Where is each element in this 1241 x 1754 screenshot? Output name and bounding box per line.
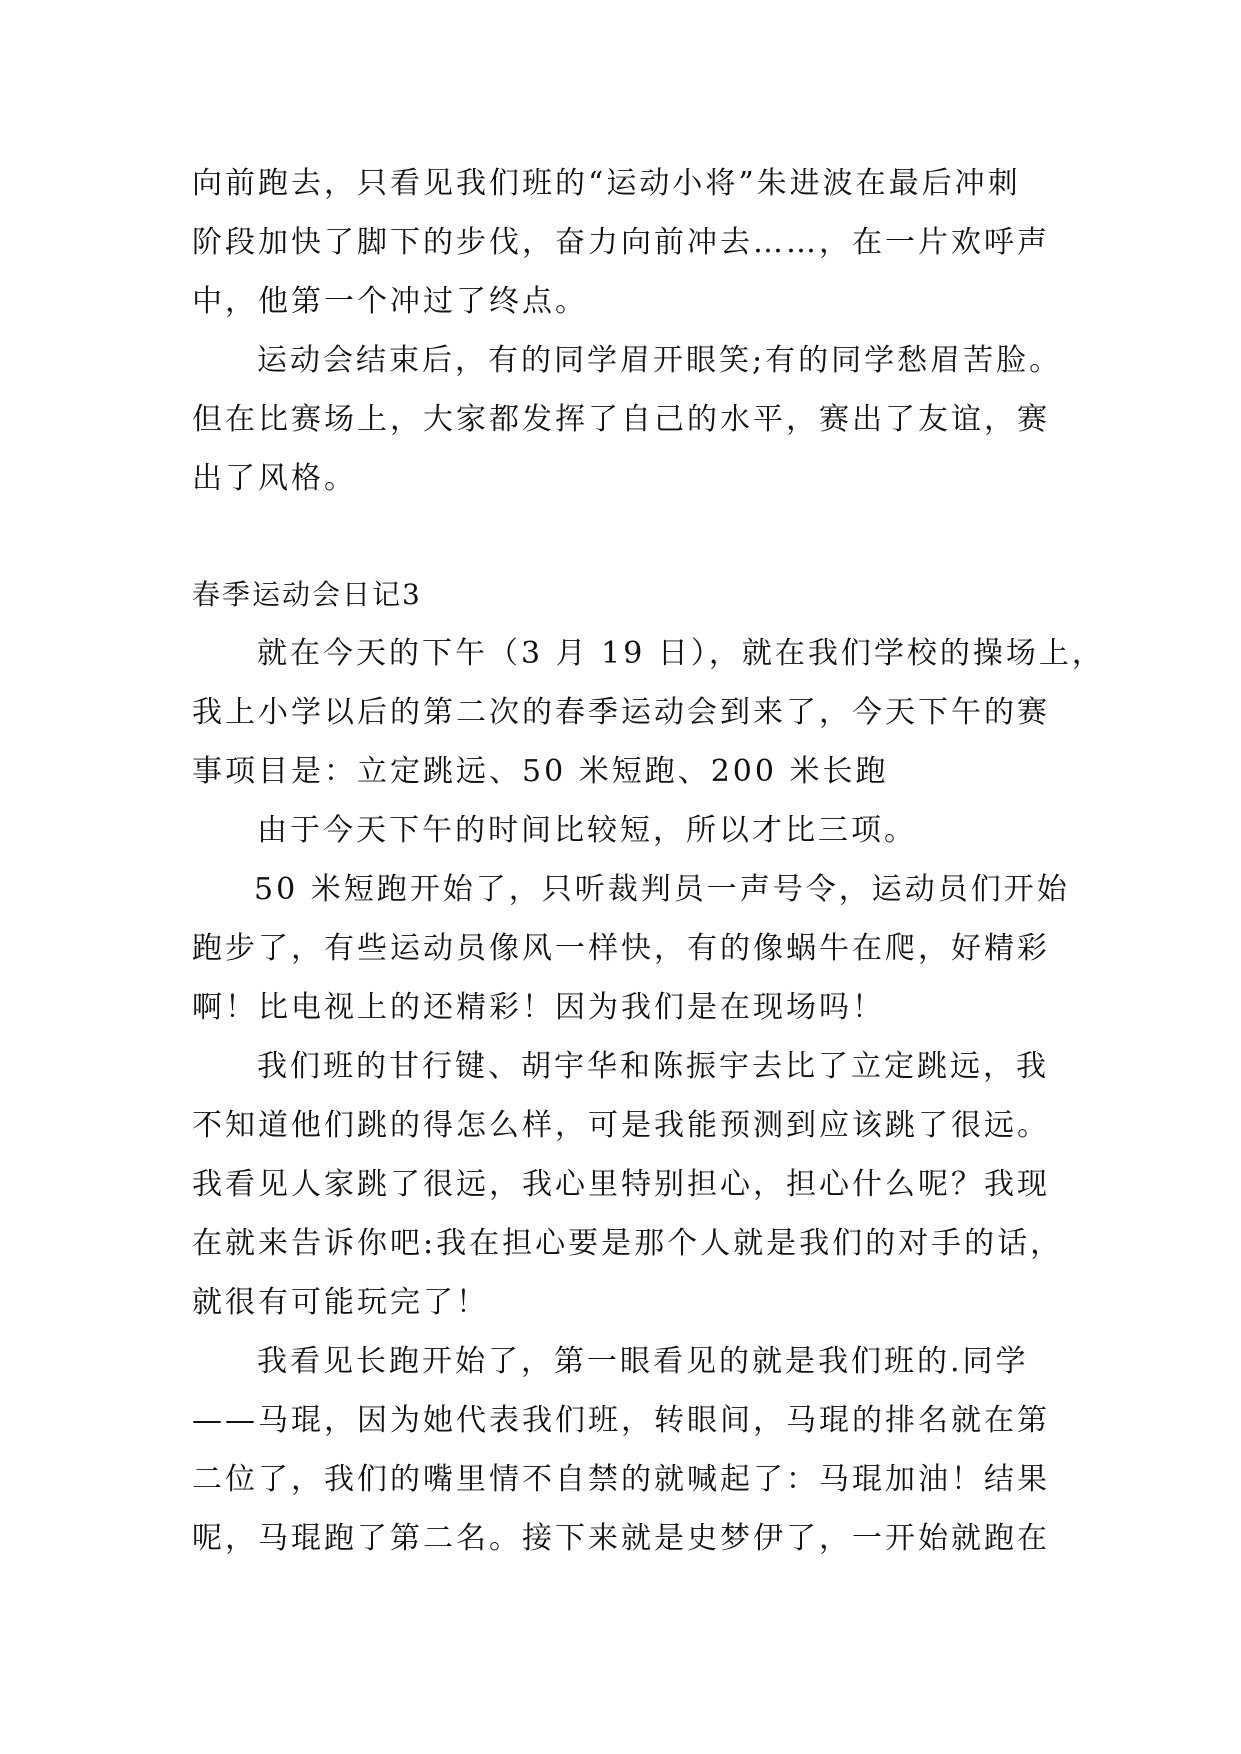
paragraph-line: 向前跑去，只看见我们班的“运动小将”朱进波在最后冲刺 — [192, 166, 1021, 201]
paragraph-line: 就很有可能玩完了！ — [192, 1285, 489, 1320]
paragraph-line: 出了风格。 — [192, 461, 357, 496]
paragraph-line: 阶段加快了脚下的步伐，奋力向前冲去……，在一片欢呼声 — [192, 225, 1050, 260]
paragraph-line: 二位了，我们的嘴里情不自禁的就喊起了：马琨加油！结果 — [192, 1462, 1050, 1497]
paragraph-line: 在就来告诉你吧:我在担心要是那个人就是我们的对手的话， — [192, 1226, 1064, 1261]
section-title: 春季运动会日记3 — [192, 578, 422, 611]
paragraph-line: 我看见人家跳了很远，我心里特别担心，担心什么呢？我现 — [192, 1167, 1050, 1202]
paragraph-line: 运动会结束后，有的同学眉开眼笑;有的同学愁眉苦脸。 — [257, 343, 1063, 378]
paragraph-line: 我们班的甘行键、胡宇华和陈振宇去比了立定跳远，我 — [257, 1049, 1049, 1084]
paragraph-line: 50 米短跑开始了，只听裁判员一声号令，运动员们开始 — [254, 872, 1070, 907]
paragraph-line: 就在今天的下午（3 月 19 日），就在我们学校的操场上， — [257, 636, 1105, 671]
paragraph-line: 中，他第一个冲过了终点。 — [192, 284, 588, 319]
paragraph-line: 但在比赛场上，大家都发挥了自己的水平，赛出了友谊，赛 — [192, 402, 1050, 437]
paragraph-line: 事项目是：立定跳远、50 米短跑、200 米长跑 — [192, 754, 889, 789]
paragraph-line: 由于今天下午的时间比较短，所以才比三项。 — [257, 813, 917, 848]
paragraph-line: 我上小学以后的第二次的春季运动会到来了，今天下午的赛 — [192, 695, 1050, 730]
paragraph-line: 我看见长跑开始了，第一眼看见的就是我们班的.同学 — [257, 1344, 1029, 1379]
paragraph-line: 不知道他们跳的得怎么样，可是我能预测到应该跳了很远。 — [192, 1108, 1050, 1143]
paragraph-line: 呢，马琨跑了第二名。接下来就是史梦伊了，一开始就跑在 — [192, 1521, 1050, 1556]
paragraph-line: 啊！比电视上的还精彩！因为我们是在现场吗！ — [192, 990, 885, 1025]
paragraph-line: ——马琨，因为她代表我们班，转眼间，马琨的排名就在第 — [192, 1403, 1050, 1438]
paragraph-line: 跑步了，有些运动员像风一样快，有的像蜗牛在爬，好精彩 — [192, 931, 1050, 966]
